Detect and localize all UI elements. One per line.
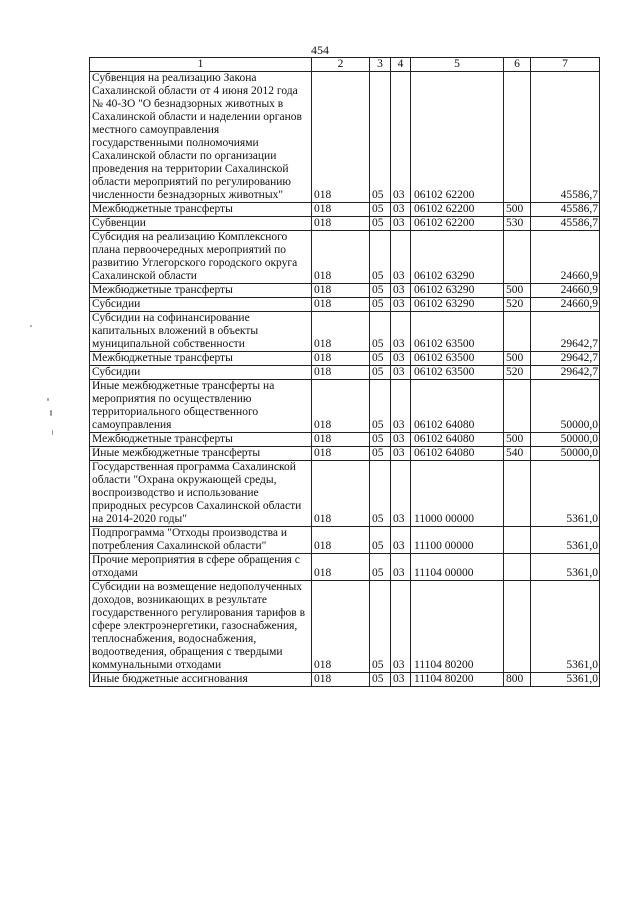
row-subsection: 03 — [391, 203, 411, 217]
row-subsection: 03 — [391, 461, 411, 527]
row-subsection: 03 — [391, 231, 411, 284]
scan-mark — [50, 410, 52, 416]
table-row — [90, 203, 600, 217]
column-header: 4 — [391, 58, 411, 72]
row-amount: 50000,0 — [531, 380, 600, 433]
row-subsection: 03 — [391, 284, 411, 298]
row-section: 05 — [370, 312, 391, 352]
row-target: 06102 62200 — [411, 72, 504, 203]
row-target: 11104 80200 — [411, 673, 504, 687]
table-row — [90, 298, 600, 312]
row-target: 06102 62200 — [411, 217, 504, 231]
table-row — [90, 527, 600, 554]
budget-table — [89, 57, 600, 687]
row-expense-type — [504, 581, 531, 673]
row-expense-type — [504, 72, 531, 203]
column-header: 3 — [370, 58, 391, 72]
row-expense-type: 540 — [504, 447, 531, 461]
row-section: 05 — [370, 461, 391, 527]
row-expense-type — [504, 312, 531, 352]
row-code: 018 — [312, 72, 370, 203]
row-section: 05 — [370, 298, 391, 312]
row-amount: 24660,9 — [531, 298, 600, 312]
row-section: 05 — [370, 352, 391, 366]
table-row — [90, 217, 600, 231]
row-name: Межбюджетные трансферты — [90, 203, 312, 217]
row-name: Иные бюджетные ассигнования — [90, 673, 312, 687]
column-header: 5 — [411, 58, 504, 72]
column-header: 2 — [312, 58, 370, 72]
table-row — [90, 380, 600, 433]
row-subsection: 03 — [391, 72, 411, 203]
row-section: 05 — [370, 581, 391, 673]
row-section: 05 — [370, 433, 391, 447]
row-expense-type — [504, 554, 531, 581]
row-subsection: 03 — [391, 312, 411, 352]
row-target: 06102 63290 — [411, 298, 504, 312]
row-subsection: 03 — [391, 447, 411, 461]
row-code: 018 — [312, 284, 370, 298]
row-subsection: 03 — [391, 380, 411, 433]
row-name: Иные межбюджетные трансферты — [90, 447, 312, 461]
row-amount: 45586,7 — [531, 203, 600, 217]
row-name: Межбюджетные трансферты — [90, 284, 312, 298]
row-subsection: 03 — [391, 352, 411, 366]
row-amount: 5361,0 — [531, 461, 600, 527]
row-section: 05 — [370, 380, 391, 433]
row-amount: 45586,7 — [531, 72, 600, 203]
row-expense-type — [504, 461, 531, 527]
row-subsection: 03 — [391, 527, 411, 554]
row-code: 018 — [312, 581, 370, 673]
table-row — [90, 433, 600, 447]
row-amount: 29642,7 — [531, 366, 600, 380]
row-target: 06102 63290 — [411, 284, 504, 298]
table-row — [90, 312, 600, 352]
row-amount: 24660,9 — [531, 231, 600, 284]
row-amount: 50000,0 — [531, 433, 600, 447]
row-amount: 50000,0 — [531, 447, 600, 461]
row-amount: 24660,9 — [531, 284, 600, 298]
row-amount: 5361,0 — [531, 581, 600, 673]
row-expense-type — [504, 380, 531, 433]
table-row — [90, 366, 600, 380]
column-header: 6 — [504, 58, 531, 72]
table-row — [90, 72, 600, 203]
row-expense-type — [504, 527, 531, 554]
row-name: Субсидия на реализацию Комплексного плана первоочередных мероприятий по развитию Углегорского городского округа Сахалинской области — [90, 231, 312, 284]
page-number: 454 — [311, 43, 329, 57]
row-section: 05 — [370, 527, 391, 554]
row-expense-type: 530 — [504, 217, 531, 231]
row-name: Подпрограмма "Отходы производства и потребления Сахалинской области" — [90, 527, 312, 554]
row-subsection: 03 — [391, 581, 411, 673]
row-subsection: 03 — [391, 366, 411, 380]
row-code: 018 — [312, 461, 370, 527]
table-row — [90, 581, 600, 673]
row-code: 018 — [312, 433, 370, 447]
scan-mark — [52, 430, 53, 435]
row-name: Государственная программа Сахалинской области "Охрана окружающей среды, воспроизводство и использование природных ресурсов Сахалинской области на 2014-2020 годы" — [90, 461, 312, 527]
row-section: 05 — [370, 673, 391, 687]
table-row — [90, 447, 600, 461]
row-expense-type: 500 — [504, 203, 531, 217]
table-row — [90, 352, 600, 366]
row-target: 06102 63500 — [411, 312, 504, 352]
row-target: 06102 63500 — [411, 352, 504, 366]
row-subsection: 03 — [391, 298, 411, 312]
table-row — [90, 284, 600, 298]
row-target: 11104 80200 — [411, 581, 504, 673]
row-amount: 29642,7 — [531, 312, 600, 352]
row-name: Субсидии на софинансирование капитальных вложений в объекты муниципальной собственности — [90, 312, 312, 352]
row-code: 018 — [312, 231, 370, 284]
row-code: 018 — [312, 527, 370, 554]
row-code: 018 — [312, 312, 370, 352]
row-target: 06102 63500 — [411, 366, 504, 380]
row-code: 018 — [312, 380, 370, 433]
row-name: Субсидии на возмещение недополученных доходов, возникающих в результате государственного регулирования тарифов в сфере электроэнергетики, газоснабжения, теплоснабжения, водоснабжения, водоотведения, обращения с твердыми коммунальными отходами — [90, 581, 312, 673]
row-target: 11000 00000 — [411, 461, 504, 527]
row-amount: 29642,7 — [531, 352, 600, 366]
row-name: Субсидии — [90, 298, 312, 312]
row-section: 05 — [370, 72, 391, 203]
column-header: 1 — [90, 58, 312, 72]
row-name: Субвенция на реализацию Закона Сахалинской области от 4 июня 2012 года № 40-ЗО "О безнадзорных животных в Сахалинской области и наделении органов местного самоуправления государственными полномочиями Сахалинской области по организации проведения на территории Сахалинской области мероприятий по регулированию численности безнадзорных животных" — [90, 72, 312, 203]
row-name: Субсидии — [90, 366, 312, 380]
table-row — [90, 554, 600, 581]
row-subsection: 03 — [391, 673, 411, 687]
column-header: 7 — [531, 58, 600, 72]
row-expense-type: 500 — [504, 433, 531, 447]
row-name: Субвенции — [90, 217, 312, 231]
row-section: 05 — [370, 366, 391, 380]
row-expense-type: 520 — [504, 298, 531, 312]
row-section: 05 — [370, 447, 391, 461]
row-target: 06102 64080 — [411, 380, 504, 433]
row-section: 05 — [370, 284, 391, 298]
row-subsection: 03 — [391, 433, 411, 447]
table-row — [90, 231, 600, 284]
row-code: 018 — [312, 217, 370, 231]
row-code: 018 — [312, 298, 370, 312]
row-code: 018 — [312, 203, 370, 217]
row-name: Иные межбюджетные трансферты на мероприятия по осуществлению территориального общественного самоуправления — [90, 380, 312, 433]
row-amount: 5361,0 — [531, 527, 600, 554]
row-expense-type: 520 — [504, 366, 531, 380]
row-subsection: 03 — [391, 217, 411, 231]
row-subsection: 03 — [391, 554, 411, 581]
row-name: Прочие мероприятия в сфере обращения с отходами — [90, 554, 312, 581]
row-target: 06102 62200 — [411, 203, 504, 217]
scan-mark — [47, 398, 49, 401]
row-section: 05 — [370, 217, 391, 231]
row-code: 018 — [312, 554, 370, 581]
row-section: 05 — [370, 554, 391, 581]
row-amount: 45586,7 — [531, 217, 600, 231]
row-code: 018 — [312, 352, 370, 366]
row-target: 06102 64080 — [411, 447, 504, 461]
table-body — [90, 72, 600, 687]
row-amount: 5361,0 — [531, 554, 600, 581]
row-amount: 5361,0 — [531, 673, 600, 687]
row-code: 018 — [312, 673, 370, 687]
row-target: 11104 00000 — [411, 554, 504, 581]
header-row — [90, 58, 600, 72]
row-section: 05 — [370, 231, 391, 284]
row-target: 06102 64080 — [411, 433, 504, 447]
row-code: 018 — [312, 366, 370, 380]
row-expense-type: 500 — [504, 352, 531, 366]
row-name: Межбюджетные трансферты — [90, 433, 312, 447]
row-target: 11100 00000 — [411, 527, 504, 554]
row-expense-type — [504, 231, 531, 284]
scan-mark — [30, 325, 32, 327]
table-header — [90, 58, 600, 72]
table-row — [90, 673, 600, 687]
row-expense-type: 800 — [504, 673, 531, 687]
row-section: 05 — [370, 203, 391, 217]
row-code: 018 — [312, 447, 370, 461]
row-expense-type: 500 — [504, 284, 531, 298]
row-name: Межбюджетные трансферты — [90, 352, 312, 366]
table-row — [90, 461, 600, 527]
row-target: 06102 63290 — [411, 231, 504, 284]
